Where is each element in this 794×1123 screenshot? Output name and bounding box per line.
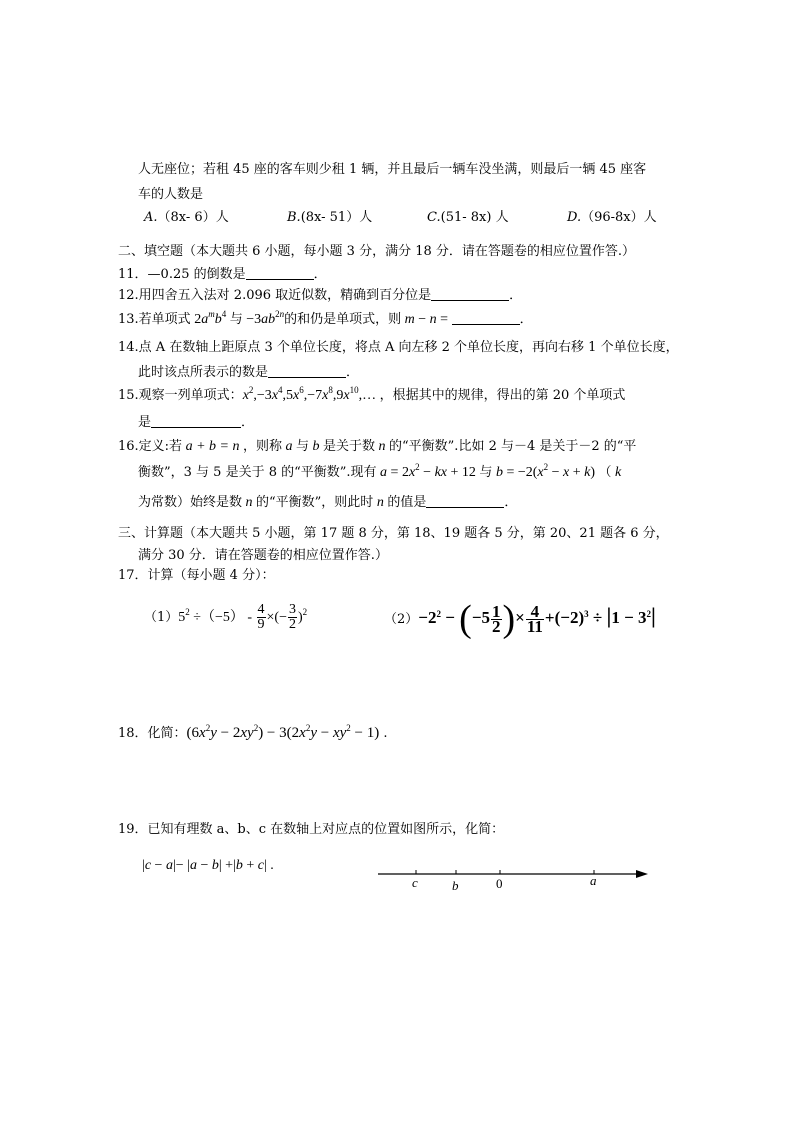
- q18: 18．化简：$(6x^2y - 2xy^2) - 3(2x^2y - xy^2 - 1)$ .: [118, 723, 388, 741]
- q10-option-a: A.（8x- 6）人: [144, 210, 229, 225]
- section3-heading-line1: 三、计算题（本大题共 5 小题，第 17 题 8 分，第 18、19 题各 5 分，第 20、21 题各 6 分，: [118, 526, 669, 541]
- q14-line1: 14.点 A 在数轴上距原点 3 个单位长度，将点 A 向左移 2 个单位长度，再向右移 1 个单位长度，: [118, 340, 679, 355]
- q19-expression: |c − a|− |a − b| +|b + c| .: [142, 858, 274, 873]
- q10-option-c: C.(51- 8x) 人: [427, 210, 509, 225]
- numberline-label-c: c: [412, 875, 418, 890]
- q10-option-b: B.(8x- 51）人: [287, 210, 373, 225]
- q17-title: 17．计算（每小题 4 分）：: [118, 568, 275, 583]
- q16-line1: 16.定义:若 a + b = n ，则称 a 与 b 是关于数 n 的“平衡数”.比如 2 与－4 是关于－2 的“平: [118, 439, 637, 454]
- q19: 19．已知有理数 a、b、c 在数轴上对应点的位置如图所示，化简：: [118, 822, 505, 837]
- q16-line2: 衡数”，3 与 5 是关于 8 的“平衡数”.现有 $a = 2x^2$ − kx + 12 与 $b = -2(x^2 - x + k)$ （ k: [138, 462, 622, 480]
- section3-heading-line2: 满分 30 分．请在答题卷的相应位置作答.）: [138, 548, 388, 563]
- number-line: [372, 860, 654, 894]
- q10-line2: 车的人数是: [138, 187, 204, 202]
- q14-line2: 此时该点所表示的数是 ．: [138, 365, 360, 380]
- q13: 13.若单项式 $2a^mb^4$ 与 $-3ab^{2n}$的和仍是单项式，则 m − n = ．: [118, 309, 533, 327]
- q17-part2: $(2)-2^2 - (-5$ $\frac{1}{2}$ )× $\frac{4}{11}$ $+(-2)^3 \div |1 - 3^2|$: [384, 598, 656, 641]
- q17-part1: $(1)5^2 \div(-5)$ - $\frac{4}{9}$ ×(− $\frac{3}{2}$ )$^2$: [144, 602, 308, 633]
- q10-option-d: D.（96-8x）人: [567, 210, 657, 225]
- q12: 12.用四舍五入法对 2.096 取近似数，精确到百分位是 ．: [118, 288, 523, 303]
- numberline-label-a: a: [590, 873, 597, 888]
- q16-line3: 为常数）始终是数 n 的“平衡数”，则此时 n 的值是 ．: [138, 495, 518, 510]
- q15: 15.观察一列单项式：$x^2,-3x^4,5x^6,-7x^8,9x^{10},\dots$ ，根据其中的规律，得出的第 20 个单项式: [118, 385, 626, 403]
- q15-line2: 是 ．: [138, 415, 255, 430]
- section2-heading: 二、填空题（本大题共 6 小题，每小题 3 分，满分 18 分．请在答题卷的相应位置作答.）: [118, 244, 636, 259]
- numberline-label-b: b: [452, 878, 459, 893]
- q10-line1: 人无座位；若租 45 座的客车则少租 1 辆，并且最后一辆车没坐满，则最后一辆 45 座客: [138, 162, 647, 177]
- q11: 11．—0.25 的倒数是 ．: [118, 267, 327, 282]
- numberline-label-0: 0: [496, 876, 503, 891]
